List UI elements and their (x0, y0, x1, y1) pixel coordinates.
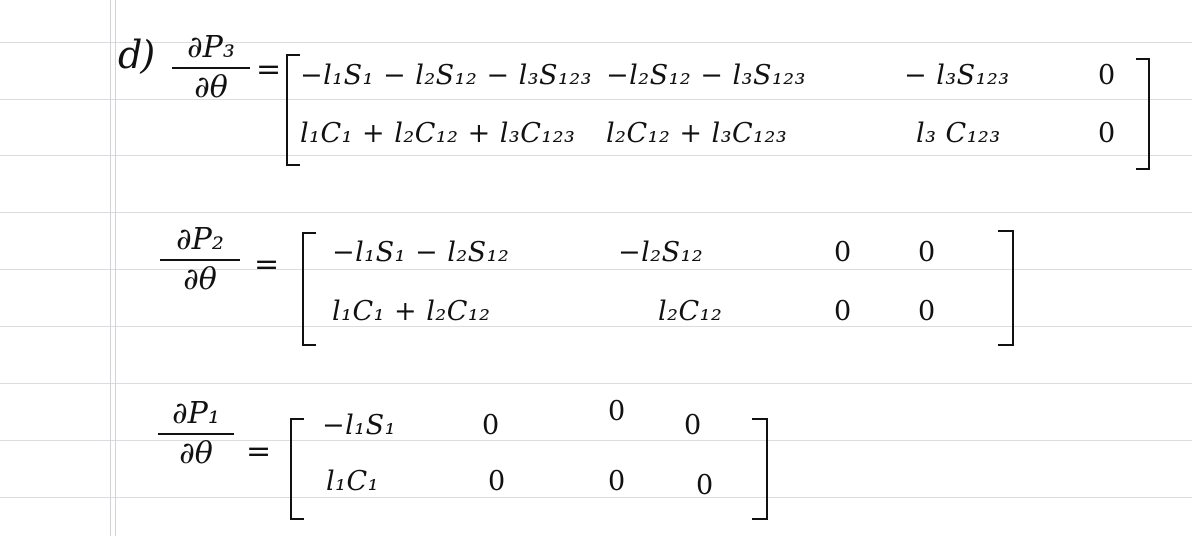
ruled-line (0, 155, 1192, 156)
matrix-cell: l₂C₁₂ (658, 296, 723, 327)
equals-sign: = (246, 434, 272, 469)
derivative-fraction (172, 30, 250, 106)
matrix-cell: 0 (834, 296, 852, 327)
matrix-cell: −l₁S₁ (322, 410, 396, 441)
matrix-cell: 0 (488, 466, 506, 497)
fraction-bar (160, 259, 240, 261)
matrix-cell: − l₃S₁₂₃ (904, 60, 1010, 91)
matrix-cell: l₁C₁ + l₂C₁₂ + l₃C₁₂₃ (300, 118, 576, 149)
matrix-cell: 0 (608, 466, 626, 497)
matrix-cell: −l₁S₁ − l₂S₁₂ (332, 237, 510, 268)
fraction-denominator: ∂θ (179, 436, 213, 471)
matrix-cell: 0 (918, 237, 936, 268)
derivative-fraction (158, 396, 234, 472)
matrix-cell: −l₂S₁₂ − l₃S₁₂₃ (606, 60, 806, 91)
fraction-bar (158, 433, 234, 435)
margin-line (110, 0, 111, 536)
matrix-cell: 0 (696, 470, 714, 501)
fraction-numerator: ∂P₁ (172, 396, 220, 431)
part-label: d) (118, 33, 154, 77)
matrix-cell: 0 (834, 237, 852, 268)
matrix-cell: l₁C₁ + l₂C₁₂ (332, 296, 491, 327)
matrix-left-bracket (290, 418, 304, 520)
matrix-left-bracket (302, 232, 316, 346)
matrix-cell: 0 (482, 410, 500, 441)
matrix-cell: −l₁S₁ − l₂S₁₂ − l₃S₁₂₃ (300, 60, 593, 91)
matrix-cell: 0 (1098, 118, 1116, 149)
margin-line (115, 0, 116, 536)
equals-sign: = (254, 247, 280, 282)
fraction-bar (172, 67, 250, 69)
matrix-right-bracket (752, 418, 768, 520)
fraction-numerator: ∂P₂ (176, 222, 224, 257)
matrix-right-bracket (1136, 58, 1150, 170)
matrix-cell: l₁C₁ (326, 466, 379, 497)
ruled-line (0, 212, 1192, 213)
ruled-line (0, 383, 1192, 384)
fraction-numerator: ∂P₃ (187, 30, 235, 65)
fraction-denominator: ∂θ (183, 262, 217, 297)
matrix-right-bracket (998, 230, 1014, 346)
derivative-fraction (160, 222, 240, 298)
equals-sign: = (256, 52, 282, 87)
matrix-cell: 0 (1098, 60, 1116, 91)
matrix-left-bracket (286, 54, 300, 166)
matrix-cell: −l₂S₁₂ (618, 237, 704, 268)
fraction-denominator: ∂θ (194, 70, 228, 105)
matrix-cell: 0 (918, 296, 936, 327)
matrix-cell: 0 (608, 396, 626, 427)
matrix-cell: 0 (684, 410, 702, 441)
matrix-cell: l₃ C₁₂₃ (916, 118, 1001, 149)
ruled-line (0, 497, 1192, 498)
matrix-cell: l₂C₁₂ + l₃C₁₂₃ (606, 118, 788, 149)
